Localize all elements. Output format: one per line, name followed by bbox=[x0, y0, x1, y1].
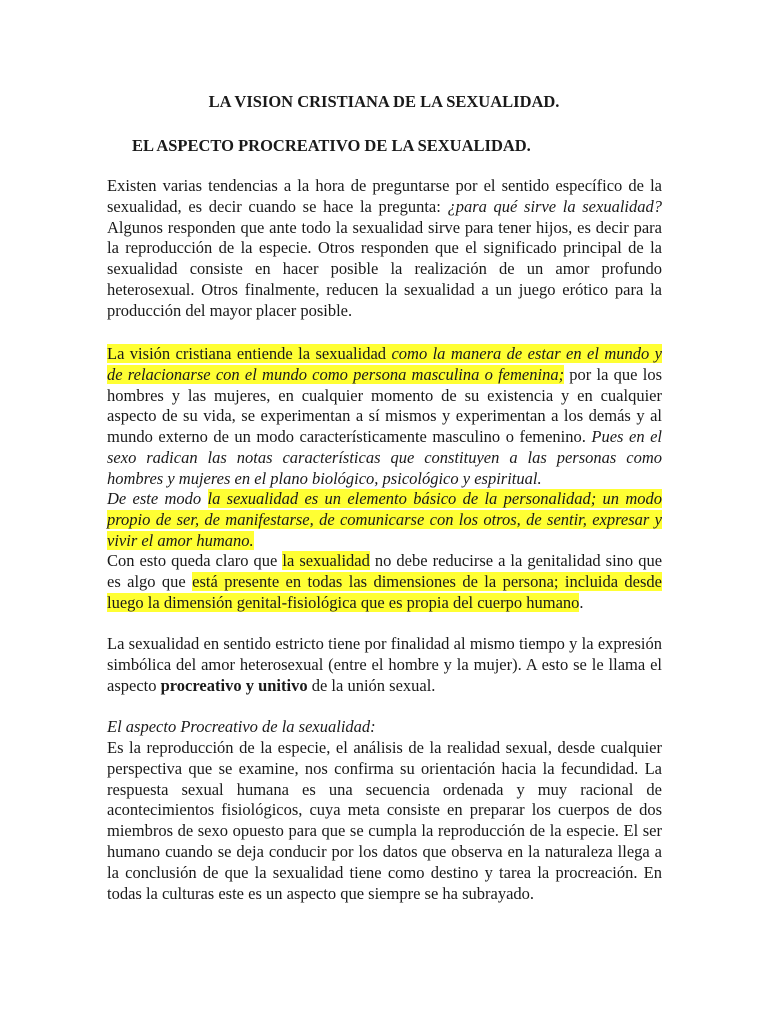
paragraph-3-lead: De este modo bbox=[107, 489, 208, 508]
paragraph-4 bbox=[107, 551, 662, 613]
paragraph-2-italic-d: Pues en el sexo radican las notas características que constituyen a las personas como hombres y mujeres en el plano biológico, psicológico y espiritual. bbox=[107, 427, 662, 488]
paragraph-1-question: ¿para qué sirve la sexualidad? bbox=[447, 196, 662, 216]
paragraph-1-text-c: Algunos responden que ante todo la sexualidad sirve para tener hijos, es decir para la reproducción de la especie. Otros responden que el significado principal de la sexualidad consiste en hacer posible la realización de un amor profundo heterosexual. Otros finalmente, reducen la sexualidad a un juego erótico para la producción del mayor placer posible. bbox=[107, 217, 662, 320]
paragraph-5-text-a: La sexualidad en sentido estricto tiene por finalidad al mismo tiempo y la expresión simbólica del amor heterosexual (entre el hombre y la mujer). A esto se le llama el aspecto bbox=[107, 634, 662, 695]
paragraph-3-highlight: la sexualidad es un elemento básico de la personalidad; un modo propio de ser, de manifestarse, de comunicarse con los otros, de sentir, expresar y vivir el amor humano. bbox=[107, 489, 662, 550]
document-title: LA VISION CRISTIANA DE LA SEXUALIDAD. bbox=[208, 92, 560, 111]
paragraph-2-text-c: por la que los hombres y las mujeres, en cualquier momento de su existencia y en cualquier aspecto de su vida, se experimentan a sí mismos y experimentan a los demás y al mundo externo de un modo característicamente masculino o femenino. bbox=[107, 364, 662, 447]
paragraph-2-highlight-italic: como la manera de estar en el mundo y de relacionarse con el mundo como persona masculina o femenina; bbox=[107, 344, 662, 384]
section-heading: El aspecto Procreativo de la sexualidad: bbox=[107, 717, 376, 736]
paragraph-6: Es la reproducción de la especie, el análisis de la realidad sexual, desde cualquier perspectiva que se examine, nos confirma su orientación hacia la fecundidad. La respuesta sexual humana es una secuencia ordenada y muy racional de acontecimientos fisiológicos, cuya meta consiste en preparar los cuerpos de dos miembros de sexo opuesto para que se cumpla la reproducción de la especie. El ser humano cuando se deja conducir por los datos que observa en la naturaleza llega a la conclusión de que la sexualidad tiene como destino y tarea la procreación. En todas la culturas este es un aspecto que siempre se ha subrayado. bbox=[107, 738, 662, 903]
paragraph-4-text-e: . bbox=[579, 592, 584, 612]
paragraph-4-highlight-d: está presente en todas las dimensiones de la persona; incluida desde luego la dimensión genital-fisiológica que es propia del cuerpo humano bbox=[107, 571, 662, 612]
paragraph-2 bbox=[107, 344, 662, 490]
paragraph-4-highlight-b: la sexualidad bbox=[282, 551, 370, 570]
paragraph-5 bbox=[107, 634, 662, 696]
paragraph-4-text-a: Con esto queda claro que bbox=[107, 551, 283, 570]
paragraph-2-highlight-a: La visión cristiana entiende la sexualidad bbox=[107, 344, 392, 363]
paragraph-5-bold: procreativo y unitivo bbox=[160, 675, 308, 695]
paragraph-1 bbox=[107, 176, 662, 322]
paragraph-1-text-a: Existen varias tendencias a la hora de preguntarse por el sentido específico de la sexualidad, es decir cuando se hace la pregunta: bbox=[107, 176, 662, 216]
paragraph-4-text-c: no debe reducirse a la genitalidad sino que es algo que bbox=[107, 551, 663, 591]
document-subtitle: EL ASPECTO PROCREATIVO DE LA SEXUALIDAD. bbox=[132, 136, 531, 155]
paragraph-3 bbox=[107, 489, 662, 551]
paragraph-5-text-c: de la unión sexual. bbox=[307, 675, 436, 695]
